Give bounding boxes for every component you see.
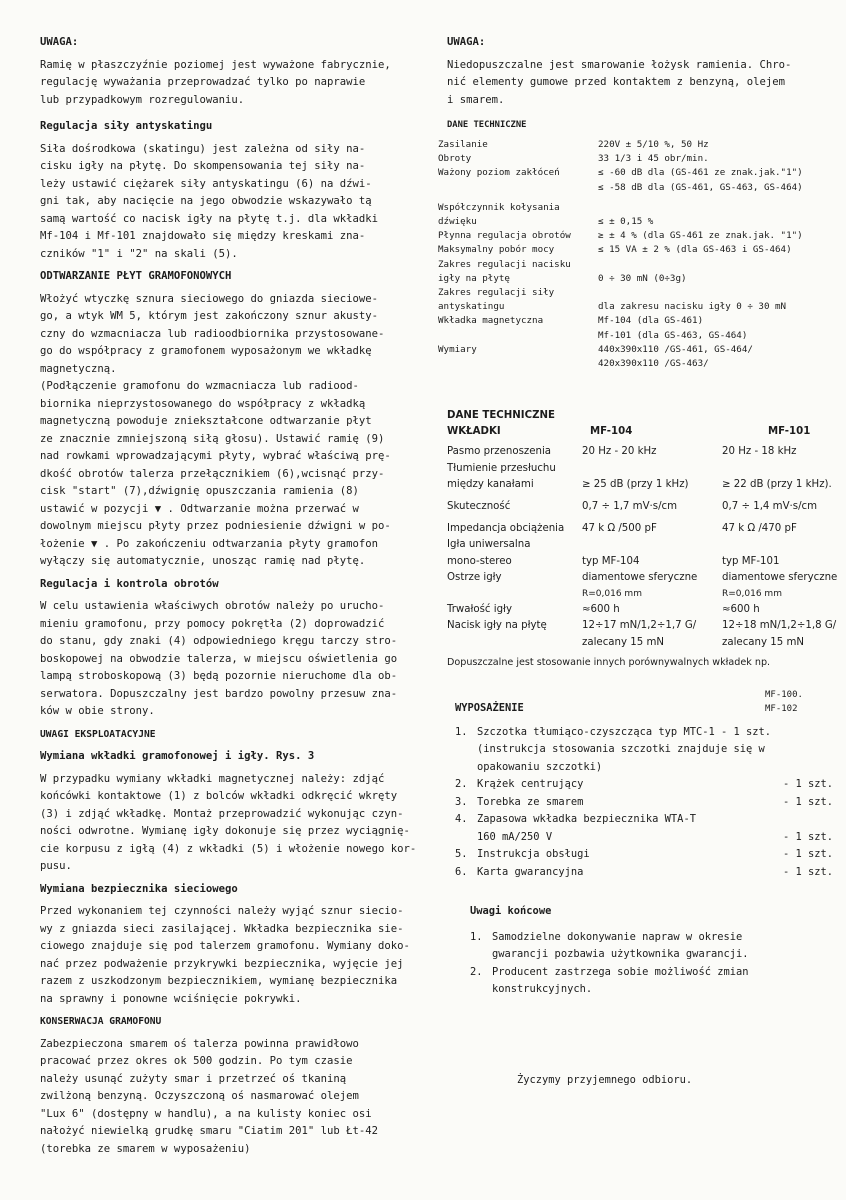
text-line: końcówki kontaktowe (1) z bolców wkładki odkręcić wkręty <box>40 790 398 802</box>
spec-key: Ważony poziom zakłóceń <box>438 167 560 179</box>
speed-heading: Regulacja i kontrola obrotów <box>40 577 219 590</box>
text-line: lampą stroboskopową (3) będą pozornie nieruchome dla ob- <box>40 670 398 682</box>
fuse-heading: Wymiana bezpiecznika sieciowego <box>40 882 238 895</box>
cartridge-row <box>447 586 842 602</box>
list-item <box>470 981 830 999</box>
antiskating-heading: Regulacja siły antyskatingu <box>40 120 213 132</box>
item-text: opakowaniu szczotki) <box>477 760 603 773</box>
spec-row <box>438 229 838 243</box>
spec-row <box>438 166 838 180</box>
item-number: 2. <box>455 778 468 790</box>
spec-value: ≤ -58 dB dla (GS-461, GS-463, GS-464) <box>598 181 803 193</box>
text-line: ciowego znajduje się pod talerzem gramofonu. Wymiany doko- <box>40 940 410 952</box>
list-item <box>470 946 830 964</box>
text-line: Zabezpieczona smarem oś talerza powinna prawidłowo <box>40 1037 359 1050</box>
note-heading: UWAGA: <box>447 36 486 48</box>
compatible-model: MF-102 <box>765 704 798 714</box>
text-line: należy usunąć zużyty smar i przetrzeć oś tkaniną <box>40 1072 347 1085</box>
item-number: 1. <box>455 725 468 738</box>
text-line: ków w obie strony. <box>40 705 155 717</box>
right-note <box>447 34 832 135</box>
item-number: 4. <box>455 813 468 825</box>
spec-key <box>438 181 598 195</box>
equipment-list <box>455 700 835 881</box>
spec-row <box>438 201 838 215</box>
spec-row <box>438 258 838 272</box>
antiskating-paragraph <box>40 141 432 264</box>
cartridge-mf104-value: zalecany 15 mN <box>582 636 665 648</box>
cartridge-mf101-value: 12÷18 mN/1,2÷1,8 G/ <box>722 620 837 632</box>
spec-value: ≤ ± 0,15 % <box>598 216 654 228</box>
item-text: (instrukcja stosowania szczotki znajduje się w <box>477 743 765 755</box>
spec-key: Zakres regulacji nacisku <box>438 258 571 270</box>
list-item <box>455 864 835 882</box>
cartridge-mf101-value: typ MF-101 <box>722 555 780 567</box>
item-text: Producent zastrzega sobie możliwość zmian <box>492 965 749 978</box>
text-line: samą wartość co nacisk igły na płytę t.j. dla wkładki <box>40 212 379 225</box>
list-item <box>455 741 835 759</box>
text-line: cisk "start" (7),dźwignię opuszczania ramienia (8) <box>40 485 359 497</box>
note-heading: UWAGA: <box>40 36 79 48</box>
spec-value: ≤ -60 dB dla (GS-461 ze znak.jak."1") <box>598 167 803 179</box>
spec-row <box>438 152 838 166</box>
cartridge-mf101-value: ≈600 h <box>722 604 760 616</box>
text-line: nić elementy gumowe przed kontaktem z benzyną, olejem <box>447 76 786 88</box>
cartridge-key: Igła uniwersalna <box>447 539 531 551</box>
list-item <box>455 776 835 794</box>
spec-key: Płynna regulacja obrotów <box>438 230 571 242</box>
cartridge-mf104-value <box>582 537 722 553</box>
cartridge-mf101-value: ≥ 22 dB (przy 1 kHz). <box>722 478 832 490</box>
speed-paragraph <box>40 598 432 721</box>
spec-value: Mf-101 (dla GS-463, GS-464) <box>598 329 748 341</box>
text-line: łożenie ▼ . Po zakończeniu odtwarzania płyty gramofon <box>40 537 379 550</box>
cartridge-mf101-value: 20 Hz - 18 kHz <box>722 446 797 458</box>
text-line: razem z uszkodzonym bezpiecznikiem, wymianę bezpiecznika <box>40 975 398 987</box>
closing-wishes: Życzymy przyjemnego odbioru. <box>517 1074 693 1086</box>
text-line: go do współpracy z gramofonem wyposażonym we wkładkę <box>40 345 372 357</box>
text-line: Siła dośrodkowa (skatingu) jest zależna od siły na- <box>40 142 366 155</box>
item-qty <box>783 811 835 829</box>
text-line: dowolnym miejscu płyty przez podniesienie dźwigni w po- <box>40 520 391 532</box>
spec-row <box>438 243 838 257</box>
spec-key: Współczynnik kołysania <box>438 201 560 213</box>
final-heading: Uwagi końcowe <box>470 905 552 917</box>
text-line: "Lux 6" (dostępny w handlu), a na kulisty koniec osi <box>40 1107 372 1120</box>
cartridge-mf104-value: ≈600 h <box>582 604 620 616</box>
spec-key <box>438 329 598 343</box>
list-item <box>455 794 835 812</box>
spec-value <box>598 258 838 272</box>
maintenance-heading: KONSERWACJA GRAMOFONU <box>40 1016 162 1027</box>
item-text: Zapasowa wkładka bezpiecznika WTA-T <box>477 813 696 825</box>
cartridge-key: Trwałość igły <box>447 604 512 616</box>
cartridge-header-label: WKŁADKI <box>447 426 501 438</box>
text-line: regulację wyważania przeprowadzać tylko po naprawie <box>40 76 366 88</box>
text-line: nałożyć niewielką grudkę smaru "Ciatim 201" lub Łt-42 <box>40 1125 379 1137</box>
item-text: Karta gwarancyjna <box>477 865 584 878</box>
cartridge-mf104-value: R=0,016 mm <box>582 589 642 600</box>
cartridge-key: Nacisk igły na płytę <box>447 620 547 632</box>
item-qty: - 1 szt. <box>783 830 834 843</box>
cartridge-mf101-value <box>722 537 842 553</box>
spec-value: ≤ 15 VA ± 2 % (dla GS-463 i GS-464) <box>598 244 792 256</box>
cartridge-mf101-value: 0,7 ÷ 1,4 mV·s/cm <box>722 501 818 513</box>
spec-row <box>438 357 838 371</box>
cartridge-replacement-paragraph <box>40 771 432 876</box>
item-qty: - 1 szt. <box>783 848 834 860</box>
cartridge-key: Tłumienie przesłuchu <box>447 462 556 474</box>
operation-heading: UWAGI EKSPLOATACYJNE <box>40 728 156 740</box>
fuse-paragraph <box>40 903 432 1008</box>
text-line: nać przez podważenie przykrywki bezpiecznika, wyjęcie jej <box>40 957 404 970</box>
spec-value <box>598 201 838 215</box>
spec-value: 220V ± 5/10 %, 50 Hz <box>598 139 709 150</box>
item-text: konstrukcyjnych. <box>492 983 593 995</box>
cartridge-row <box>447 444 842 460</box>
cartridge-row <box>447 635 842 651</box>
item-text: Szczotka tłumiąco-czyszcząca typ MTC-1 - 1 szt. <box>477 725 772 738</box>
cartridge-row <box>447 499 842 515</box>
spec-key: Wkładka magnetyczna <box>438 315 544 327</box>
spec-row <box>438 343 838 357</box>
cartridge-mf104-value: 0,7 ÷ 1,7 mV·s/cm <box>582 501 678 513</box>
item-qty: - 1 szt. <box>783 865 834 878</box>
list-item <box>455 724 835 742</box>
item-qty <box>783 759 835 777</box>
text-line: na sprawny i ponowne wciśnięcie pokrywki. <box>40 992 302 1005</box>
text-line: (Podłączenie gramofonu do wzmacniacza lub radiood- <box>40 380 359 392</box>
cartridge-mf101-value: R=0,016 mm <box>722 589 782 600</box>
text-line: leży ustawić ciężarek siły antyskatingu (6) na dźwi- <box>40 177 372 190</box>
spec-value: ≥ ± 4 % (dla GS-461 ze znak.jak. "1") <box>598 230 803 242</box>
cartridge-row <box>447 554 842 570</box>
item-text: Instrukcja obsługi <box>477 848 590 860</box>
item-text: Krążek centrujący <box>477 778 584 790</box>
maintenance-paragraph <box>40 1036 432 1159</box>
cartridge-key: Skuteczność <box>447 501 511 513</box>
item-number: 1. <box>470 930 483 943</box>
list-item <box>470 929 830 947</box>
item-number: 2. <box>470 965 483 978</box>
cartridge-row <box>447 461 842 477</box>
item-text: 160 mA/250 V <box>477 830 553 843</box>
item-number: 5. <box>455 848 468 860</box>
spec-value: dla zakresu nacisku igły 0 ÷ 30 mN <box>598 301 787 313</box>
spec-key <box>438 357 598 371</box>
text-line: cie korpusu z igłą (4) z wkładki (5) i włożenie nowego kor- <box>40 842 417 855</box>
text-line: cisku igły na płytę. Do skompensowania tej siły na- <box>40 160 366 172</box>
text-line: zwilżoną benzyną. Oczyszczoną oś nasmarować olejem <box>40 1090 359 1102</box>
cartridge-specs-heading: DANE TECHNICZNE <box>447 410 555 421</box>
cartridge-mf104-value: ≥ 25 dB (przy 1 kHz) <box>582 478 689 490</box>
cartridge-row <box>447 477 842 493</box>
cartridge-mf104-value: 20 Hz - 20 kHz <box>582 446 657 458</box>
item-qty: - 1 szt. <box>783 778 834 790</box>
list-item <box>455 846 835 864</box>
cartridge-key <box>447 586 582 602</box>
item-number: 3. <box>455 795 468 808</box>
spec-row <box>438 314 838 328</box>
cartridge-row <box>447 618 842 634</box>
cartridge-compat-note: Dopuszczalne jest stosowanie innych porównywalnych wkładek np. <box>447 656 771 668</box>
text-line: czników "1" i "2" na skali (5). <box>40 247 238 260</box>
spec-value: 0 ÷ 30 mN (0÷3g) <box>598 272 687 284</box>
spec-value: 33 1/3 i 45 obr/min. <box>598 153 709 165</box>
cartridge-row <box>447 521 842 537</box>
spec-value <box>598 286 838 300</box>
text-line: mieniu gramofonu, przy pomocy pokrętła (2) doprowadzić <box>40 617 385 630</box>
compatible-model: MF-100. <box>765 690 803 700</box>
text-line: gni tak, aby nacięcie na jego obwodzie wskazywało tą <box>40 195 372 207</box>
item-number <box>455 759 477 777</box>
text-line: (3) i zdjąć wkładkę. Montaż przeprowadzić wykonując czyn- <box>40 807 404 820</box>
spec-key: igły na płytę <box>438 272 510 284</box>
text-line: W przypadku wymiany wkładki magnetycznej należy: zdjąć <box>40 772 385 785</box>
cartridge-mf101-value: diamentowe sferyczne <box>722 571 838 583</box>
spec-row <box>438 215 838 229</box>
spec-value: 420x390x110 /GS-463/ <box>598 358 709 370</box>
item-text: Samodzielne dokonywanie napraw w okresie <box>492 930 743 943</box>
left-column <box>40 34 432 1158</box>
text-line: boskopowej na obwodzie talerza, w miejscu oświetlenia go <box>40 652 398 665</box>
cartridge-row <box>447 537 842 553</box>
item-text: gwarancji pozbawia użytkownika gwarancji. <box>492 948 749 960</box>
cartridge-key: Pasmo przenoszenia <box>447 446 552 458</box>
text-line: ze znacznie zmniejszoną siłą głosu). Ustawić ramię (9) <box>40 432 385 445</box>
note-paragraph <box>40 57 432 110</box>
spec-key: Zasilanie <box>438 139 488 150</box>
spec-key: dźwięku <box>438 216 477 228</box>
item-number <box>470 946 492 964</box>
text-line: biornika nieprzystosowanego do współpracy z wkładką <box>40 397 366 410</box>
cartridge-key: Ostrze igły <box>447 571 502 583</box>
cartridge-row <box>447 602 842 618</box>
cartridge-key <box>447 635 582 651</box>
text-line: magnetyczną powoduje zniekształcone odtwarzanie płyt <box>40 415 372 427</box>
text-line: lub przypadkowym rozregulowaniu. <box>40 93 245 106</box>
cartridge-mf104-value: 47 k Ω /500 pF <box>582 523 657 535</box>
text-line: i smarem. <box>447 93 505 106</box>
playback-paragraph <box>40 291 432 571</box>
text-line: Niedopuszczalne jest smarowanie łożysk ramienia. Chro- <box>447 58 792 71</box>
text-line: Włożyć wtyczkę sznura sieciowego do gniazda sieciowe- <box>40 292 379 305</box>
item-number <box>455 741 477 759</box>
cartridge-mf101-value: zalecany 15 mN <box>722 636 805 648</box>
spec-row <box>438 138 838 152</box>
spec-value: Mf-104 (dla GS-461) <box>598 315 704 327</box>
list-item <box>455 811 835 829</box>
spec-row <box>438 181 838 195</box>
playback-heading: ODTWARZANIE PŁYT GRAMOFONOWYCH <box>40 270 232 282</box>
cartridge-header-row <box>447 424 842 440</box>
text-line: nad rowkami wprowadzającymi płyty, wybrać właściwą prę- <box>40 450 391 462</box>
text-line: (torebka ze smarem w wyposażeniu) <box>40 1142 251 1155</box>
item-number <box>455 829 477 847</box>
text-line: Ramię w płaszczyźnie poziomej jest wyważone fabrycznie, <box>40 58 391 71</box>
spec-key: Zakres regulacji siły <box>438 287 555 299</box>
text-line: W celu ustawienia właściwych obrotów należy po urucho- <box>40 600 385 612</box>
spec-row <box>438 286 838 300</box>
spec-key: Wymiary <box>438 343 477 355</box>
text-line: pracować przez okres ok 500 godzin. Po tym czasie <box>40 1055 353 1067</box>
cartridge-row <box>447 570 842 586</box>
cartridge-mf104-value: 12÷17 mN/1,2÷1,7 G/ <box>582 620 697 632</box>
item-qty: - 1 szt. <box>783 795 834 808</box>
cartridge-key: mono-stereo <box>447 555 512 567</box>
text-line: Mf-104 i Mf-101 znajdowało się między kreskami zna- <box>40 230 366 242</box>
text-line: wyłączy się automatycznie, unosząc ramię nad płytę. <box>40 555 366 567</box>
list-item <box>470 964 830 982</box>
list-item <box>455 759 835 777</box>
spec-row <box>438 329 838 343</box>
text-line: pusu. <box>40 860 72 872</box>
cartridge-mf101-value <box>722 461 842 477</box>
cartridge-key: Impedancja obciążenia <box>447 523 565 535</box>
item-qty <box>783 724 835 742</box>
cartridge-mf104-value: diamentowe sferyczne <box>582 571 698 583</box>
list-item <box>455 829 835 847</box>
cartridge-mf104-value: typ MF-104 <box>582 555 640 567</box>
text-line: do stanu, gdy znaki (4) odpowiedniego kręgu tarczy stro- <box>40 635 398 647</box>
text-line: ustawić w pozycji ▼ . Odtwarzanie można przerwać w <box>40 502 359 515</box>
spec-key: antyskatingu <box>438 301 505 313</box>
text-line: ności odwrotne. Wymianę igły dokonuje się przez wyciągnię- <box>40 825 410 837</box>
text-line: magnetyczną. <box>40 362 117 375</box>
item-number: 6. <box>455 865 468 878</box>
item-qty <box>783 741 835 759</box>
cartridge-header-mf104: MF-104 <box>590 426 633 438</box>
cartridge-replacement-heading: Wymiana wkładki gramofonowej i igły. Rys. 3 <box>40 750 315 762</box>
spec-key: Obroty <box>438 153 472 165</box>
text-line: Przed wykonaniem tej czynności należy wyjąć sznur siecio- <box>40 905 404 917</box>
spec-key: Maksymalny pobór mocy <box>438 244 555 256</box>
item-number <box>470 981 492 999</box>
item-text: Torebka ze smarem <box>477 795 584 808</box>
text-line: wy z gniazda sieci zasilającej. Wkładka bezpiecznika sie- <box>40 922 404 935</box>
spec-row <box>438 272 838 286</box>
text-line: czny do wzmacniacza lub radioodbiornika przystosowane- <box>40 327 385 340</box>
text-line: serwatora. Dopuszczalny jest bardzo powolny przesuw znа- <box>40 687 398 700</box>
cartridge-mf101-value: 47 k Ω /470 pF <box>722 523 797 535</box>
spec-row <box>438 300 838 314</box>
text-line: go, a wtyk WM 5, którym jest zakończony sznur akusty- <box>40 310 379 322</box>
spec-value: 440x390x110 /GS-461, GS-464/ <box>598 343 753 355</box>
text-line: dkość obrotów talerza przełącznikiem (6),wcisnąć przy- <box>40 467 385 480</box>
final-remarks <box>470 903 830 999</box>
cartridge-header-mf101: MF-101 <box>768 426 811 438</box>
cartridge-key: między kanałami <box>447 478 534 490</box>
cartridge-specs-table <box>447 408 842 671</box>
equipment-heading: WYPOSAŻENIE <box>455 702 524 714</box>
cartridge-mf104-value <box>582 461 722 477</box>
technical-specs-table <box>438 138 838 371</box>
specs-heading: DANE TECHNICZNE <box>447 120 527 130</box>
